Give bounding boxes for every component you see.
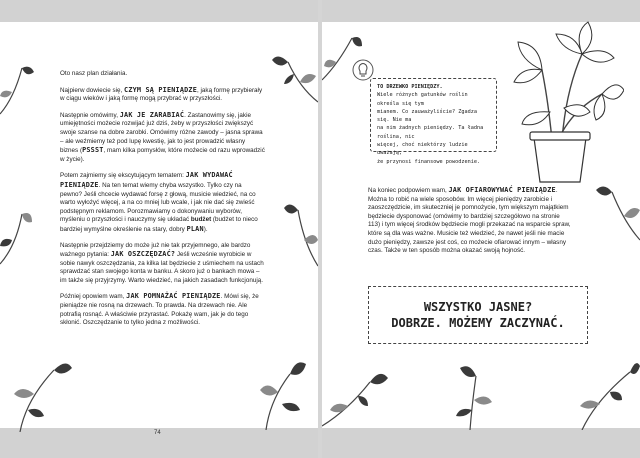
left-top-band bbox=[0, 0, 318, 22]
branch-illustration-right-bottom-left bbox=[322, 356, 392, 430]
caption-line: Wiele różnych gatunków roślin określa się tym bbox=[377, 92, 468, 107]
paragraph-what-is-money bbox=[60, 86, 265, 104]
final-message-line-1: WSZYSTKO JASNE? bbox=[423, 300, 533, 314]
text-span: . Mówi się, że pieniądze nie rosną na drzewach. To prawda. Na drzewach nie. Ale potrafią rosnąć. A właściwie przyrastać. Pokażę wam, jak je do tego skłonić. Oszczędzanie to tylko jedna z możliwości. bbox=[60, 293, 259, 327]
paragraph-saving bbox=[60, 242, 265, 286]
final-message-line-2: DOBRZE. MOŻEMY ZACZYNAĆ. bbox=[391, 316, 565, 330]
paragraph-spending bbox=[60, 171, 265, 234]
paragraph-earning bbox=[60, 111, 265, 165]
left-text-column bbox=[60, 70, 265, 335]
branch-illustration-left-right-middle bbox=[274, 200, 318, 270]
paragraph-giving bbox=[368, 186, 573, 256]
heading-earning: JAK JE ZARABIAĆ bbox=[119, 110, 185, 119]
branch-illustration-left-bottom bbox=[4, 340, 74, 432]
caption-line: na nim żadnych pieniędzy. Ta ładna roślina, nic bbox=[377, 125, 484, 140]
intro-paragraph bbox=[60, 70, 265, 79]
money-tree-caption-box bbox=[370, 78, 497, 165]
branch-illustration-right-bottom-right bbox=[570, 350, 640, 430]
branch-illustration-left-bottom-right bbox=[246, 344, 318, 430]
left-page bbox=[0, 0, 318, 458]
right-text-column bbox=[368, 186, 573, 263]
caption-line: mianem. Co zauważyliście? Zgadza się. Nie ma bbox=[377, 108, 477, 124]
final-message-box bbox=[368, 286, 588, 344]
text-span: ). bbox=[203, 225, 208, 233]
branch-illustration-left-upper-right bbox=[270, 48, 318, 108]
text-span: (budżet to nieco bardziej wymyślne określenie na stary, dobry bbox=[60, 216, 258, 233]
text-span: Później opowiem wam, bbox=[60, 293, 127, 301]
caption-line: że przynosi finansowe powodzenie. bbox=[377, 158, 481, 165]
page-number: 74 bbox=[154, 430, 161, 436]
caption-line: więcej, choć niektórzy ludzie uważają, bbox=[377, 142, 468, 157]
emphasis-plan: PLAN bbox=[186, 224, 204, 233]
caption-line: TO DRZEWKO PIENIĘDZY. bbox=[377, 84, 443, 90]
text-span: , jaką formę przybierały w ciągu wieków i jaką formę mogą przybrać w przyszłości. bbox=[60, 86, 263, 103]
right-bottom-band bbox=[322, 428, 640, 458]
branch-illustration-left-middle bbox=[0, 206, 32, 270]
heading-giving: JAK OFIAROWYWAĆ PIENIĄDZE bbox=[448, 186, 556, 194]
heading-saving: JAK OSZCZĘDZAĆ? bbox=[110, 250, 176, 259]
text-span: Najpierw dowiecie się, bbox=[60, 86, 125, 94]
emphasis-budget: budżet bbox=[190, 216, 212, 224]
emphasis-psst: PSSST bbox=[82, 146, 104, 155]
money-tree-plant-illustration bbox=[512, 20, 624, 190]
heading-spending: JAK WYDAWAĆ PIENIĄDZE bbox=[60, 171, 233, 189]
paragraph-multiplying bbox=[60, 292, 265, 327]
branch-illustration-right-bottom-center bbox=[440, 360, 510, 430]
text-span: . Można to robić na wiele sposobów. Im więcej pieniędzy zarobicie i zaoszczędzicie, im skuteczniej je pomnożycie, tym większym majątkiem będziecie dysponować (omówimy to bardziej szczegółowo na stronie 113) i tym więcej środków będziecie mogli przekazać na wsparcie spraw, które są dla was ważne. Musicie też wiedzieć, że nawet jeśli nie macie dużo pieniędzy, zawsze jest coś, co możecie ofiarować innym – własny czas. Także w ten sposób można okazać swoją hojność. bbox=[368, 187, 571, 255]
heading-what-is-money: CZYM SĄ PIENIĄDZE bbox=[124, 85, 198, 94]
branch-illustration-left-top bbox=[0, 62, 34, 122]
text-span: Jeśli wcześnie wyrobicie w sobie nawyk oszczędzania, za kilka lat będziecie z uśmiechem na ustach sprawdzać stan swojego konta w banku. A skoro już o bankach mowa – im także się przyjrzymy. Warto wiedzieć, na jakich zasadach funkcjonują. bbox=[60, 251, 264, 284]
text-span: . Zastanowimy się, jakie umiejętności możecie rozwijać już dziś, żeby w przyszłości zwiększyć swoje szanse na dobre zarobki. Omówimy różne zawody – jasna sprawa – ale weźmiemy też pod lupę kwestię, jak to jest prowadzić własny biznes ( bbox=[60, 111, 263, 155]
text-span: , mam kilka pomysłów, które możecie od razu wprowadzić w życie). bbox=[60, 147, 265, 163]
text-span: Następnie przejdziemy do może już nie tak przyjemnego, ale bardzo ważnego pytania: bbox=[60, 241, 251, 259]
text-span: . Na ten temat wiemy chyba wszystko. Tylko czy na pewno? Jeśli chcecie wydawać forsę z głową, musicie wiedzieć, na co warto wyłożyć więcej, a na co mniej lub wcale, i jak nie dać się zwieść podstępnym reklamom. Porozmawiamy o dokonywaniu wyborów, myśleniu o przyszłości i nauczymy się układać bbox=[60, 181, 256, 224]
text-span: Potem zajmiemy się ekscytującym tematem: bbox=[60, 172, 186, 180]
text-span: Na koniec podpowiem wam, bbox=[368, 187, 449, 194]
text-span: Następnie omówimy, bbox=[60, 111, 120, 119]
right-top-band bbox=[322, 0, 640, 22]
intro-text: Oto nasz plan działania. bbox=[60, 70, 128, 77]
heading-multiplying: JAK POMNAŻAĆ PIENIĄDZE bbox=[126, 292, 221, 301]
